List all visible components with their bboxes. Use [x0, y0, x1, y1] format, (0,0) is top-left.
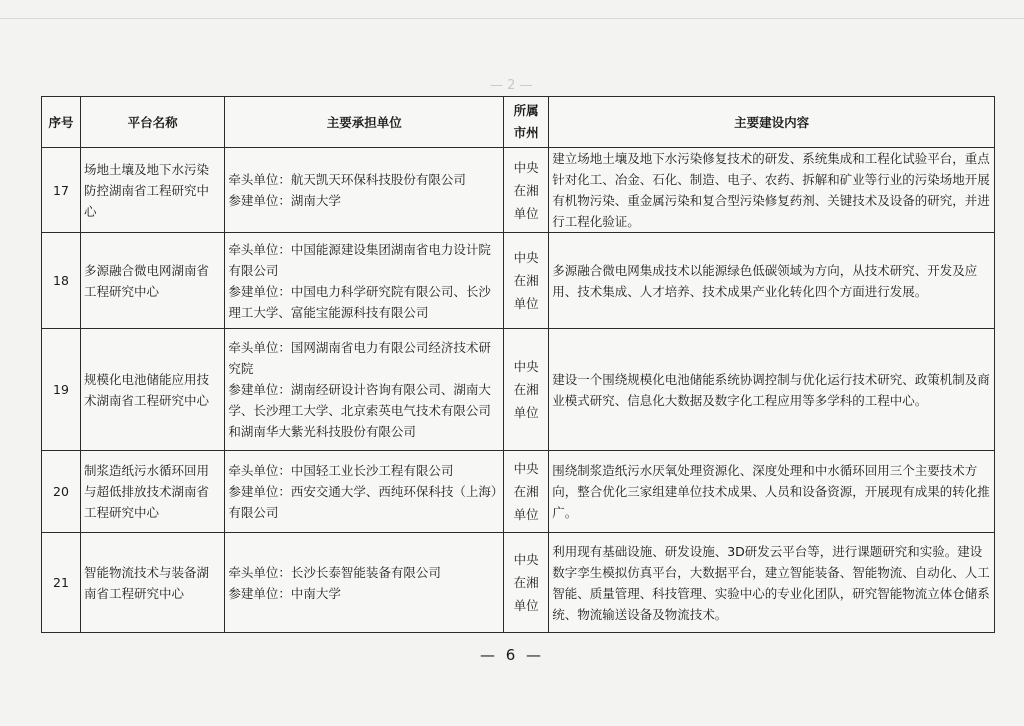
row-city-line: 中央 — [513, 359, 539, 374]
header-content: 主要建设内容 — [549, 97, 995, 148]
header-city-line2: 市州 — [513, 125, 539, 140]
row-city — [504, 148, 549, 233]
row-name: 智能物流技术与装备湖南省工程研究中心 — [80, 533, 224, 633]
row-unit — [225, 148, 504, 233]
row-content: 利用现有基础设施、研发设施、3D研发云平台等，进行课题研究和实验。建设数字孪生模拟仿真平台，大数据平台，建立智能装备、智能物流、自动化、人工智能、质量管理、科技管理、实验中心的专业化团队，研究智能物流立体仓储系统、物流输送设备及物流技术。 — [549, 533, 995, 633]
row-unit-lead: 牵头单位：国网湖南省电力有限公司经济技术研究院 — [228, 340, 491, 376]
row-no: 20 — [42, 451, 81, 533]
row-unit-participant: 参建单位：中国电力科学研究院有限公司、长沙理工大学、富能宝能源科技有限公司 — [228, 283, 491, 320]
row-no: 18 — [42, 233, 81, 329]
row-name: 制浆造纸污水循环回用与超低排放技术湖南省工程研究中心 — [80, 451, 224, 533]
row-city — [504, 451, 549, 533]
row-unit — [225, 329, 504, 451]
row-unit-lead: 牵头单位：长沙长泰智能装备有限公司 — [228, 564, 441, 580]
row-content: 多源融合微电网集成技术以能源绿色低碳领域为方向，从技术研究、开发及应用、技术集成、人才培养、技术成果产业化转化四个方面进行发展。 — [549, 233, 995, 329]
row-city-line: 中央 — [513, 461, 539, 476]
row-name: 多源融合微电网湖南省工程研究中心 — [80, 233, 224, 329]
row-no: 21 — [42, 533, 81, 633]
row-city-line: 单位 — [513, 405, 539, 420]
row-city-line: 单位 — [513, 507, 539, 522]
row-city-line: 在湘 — [513, 382, 539, 397]
row-city-line: 单位 — [513, 296, 539, 311]
header-city — [504, 97, 549, 148]
header-no: 序号 — [42, 97, 81, 148]
header-city-line1: 所属 — [513, 103, 539, 118]
row-city-line: 中央 — [513, 552, 539, 567]
row-unit-participant: 参建单位：中南大学 — [228, 585, 341, 601]
table-row — [42, 451, 995, 533]
row-unit-lead: 牵头单位：中国轻工业长沙工程有限公司 — [228, 463, 454, 478]
row-unit-participant: 参建单位：湖南经研设计咨询有限公司、湖南大学、长沙理工大学、北京索英电气技术有限公司和湖南华大紫光科技股份有限公司 — [228, 382, 491, 439]
row-city-line: 中央 — [513, 250, 539, 265]
row-city-line: 中央 — [513, 159, 539, 175]
row-name: 场地土壤及地下水污染防控湖南省工程研究中心 — [80, 148, 224, 233]
row-city-line: 在湘 — [513, 273, 539, 288]
row-city — [504, 233, 549, 329]
row-no: 17 — [42, 148, 81, 233]
page-top-edge — [0, 18, 1024, 19]
row-city-line: 在湘 — [513, 575, 539, 590]
row-city-line: 在湘 — [513, 484, 539, 499]
bleed-through-page-mark: — 2 — — [490, 78, 533, 93]
row-city-line: 单位 — [513, 205, 539, 221]
row-city-line: 单位 — [513, 598, 539, 613]
row-city — [504, 329, 549, 451]
row-content: 建设一个围绕规模化电池储能系统协调控制与优化运行技术研究、政策机制及商业模式研究、信息化大数据及数字化工程应用等多学科的工程中心。 — [549, 329, 995, 451]
table-row — [42, 329, 995, 451]
header-unit: 主要承担单位 — [225, 97, 504, 148]
row-unit — [225, 233, 504, 329]
row-content: 建立场地土壤及地下水污染修复技术的研发、系统集成和工程化试验平台，重点针对化工、冶金、石化、制造、电子、农药、拆解和矿业等行业的污染场地开展有机物污染、重金属污染和复合型污染修复药剂、关键技术及设备的研究，并进行工程化验证。 — [549, 148, 995, 233]
row-unit — [225, 533, 504, 633]
row-no: 19 — [42, 329, 81, 451]
row-unit-participant: 参建单位：湖南大学 — [228, 193, 341, 208]
row-city-line: 在湘 — [513, 182, 539, 198]
table-row — [42, 148, 995, 233]
table-header-row — [42, 97, 995, 148]
row-name: 规模化电池储能应用技术湖南省工程研究中心 — [80, 329, 224, 451]
row-unit-lead: 牵头单位：中国能源建设集团湖南省电力设计院有限公司 — [228, 241, 491, 278]
table-row — [42, 233, 995, 329]
row-unit — [225, 451, 504, 533]
row-unit-lead: 牵头单位：航天凯天环保科技股份有限公司 — [228, 172, 466, 187]
row-city — [504, 533, 549, 633]
engineering-research-center-table — [41, 96, 995, 633]
row-content: 围绕制浆造纸污水厌氧处理资源化、深度处理和中水循环回用三个主要技术方向，整合优化三家组建单位技术成果、人员和设备资源，开展现有成果的转化推广。 — [549, 451, 995, 533]
page-number: — 6 — — [479, 646, 545, 664]
header-name: 平台名称 — [80, 97, 224, 148]
table-row — [42, 533, 995, 633]
row-unit-participant: 参建单位：西安交通大学、西纯环保科技（上海）有限公司 — [228, 484, 498, 520]
